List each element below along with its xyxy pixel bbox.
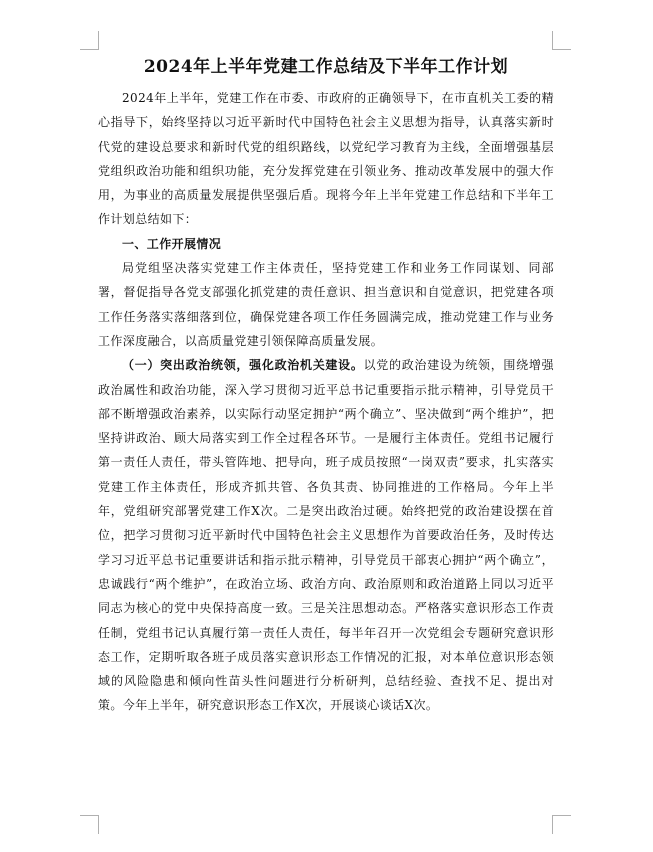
document-page — [98, 52, 554, 718]
document-title: 2024年上半年党建工作总结及下半年工作计划 — [143, 57, 509, 77]
intro-paragraph: 2024年上半年，党建工作在市委、市政府的正确领导下，在市直机关工委的精心指导下，始终坚持以习近平新时代中国特色社会主义思想为指导，认真落实新时代党的建设总要求和新时代党的组织路线，以党纪学习教育为主线，全面增强基层党组织政治功能和组织功能，充分发挥党建在引领业务、推动改革发展中的强大作用，为事业的高质量发展提供坚强后盾。现将今年上半年党建工作总结和下半年工作计划总结如下： — [98, 91, 554, 227]
section-paragraph-work-status: 局党组坚决落实党建工作主体责任，坚持党建工作和业务工作同谋划、同部署，督促指导各党支部强化抓党建的责任意识、担当意识和自觉意识，把党建各项工作任务落实落细落到位，确保党建各项工作任务圆满完成，推动党建工作与业务工作深度融合，以高质量党建引领保障高质量发展。 — [98, 261, 554, 348]
crop-mark-bottom-left — [80, 815, 99, 834]
crop-mark-top-left — [80, 31, 99, 50]
subsection-body-political: 以党的政治建设为统领，围绕增强政治属性和政治功能，深入学习贯彻习近平总书记重要指示批示精神，引导党员干部不断增强政治素养，以实际行动坚定拥护“两个确立”、坚决做到“两个维护”，把坚持讲政治、顾大局落实到工作全过程各环节。一是履行主体责任。党组书记履行第一责任人责任，带头管阵地、把导向，班子成员按照“一岗双责”要求，扎实落实党建工作主体责任，形成齐抓共管、各负其责、协同推进的工作格局。今年上半年，党组研究部署党建工作X次。二是突出政治过硬。始终把党的政治建设摆在首位，把学习贯彻习近平新时代中国特色社会主义思想作为首要政治任务，及时传达学习习近平总书记重要讲话和指示批示精神，引导党员干部衷心拥护“两个确立”，忠诚践行“两个维护”，在政治立场、政治方向、政治原则和政治道路上同以习近平同志为核心的党中央保持高度一致。三是关注思想动态。严格落实意识形态工作责任制，党组书记认真履行第一责任人责任，每半年召开一次党组会专题研究意识形态工作，定期听取各班子成员落实意识形态工作情况的汇报，对本单位意识形态领域的风险隐患和倾向性苗头性问题进行分析研判，总结经验、查找不足、提出对策。今年上半年，研究意识形态工作X次，开展谈心谈话X次。 — [98, 358, 554, 713]
crop-mark-top-right — [552, 31, 571, 50]
section-heading-work-status: 一、工作开展情况 — [122, 236, 222, 251]
subsection-paragraph-political — [98, 353, 554, 717]
crop-mark-bottom-right — [552, 815, 571, 834]
subsection-lead-political: （一）突出政治统领，强化政治机关建设。 — [122, 358, 364, 373]
